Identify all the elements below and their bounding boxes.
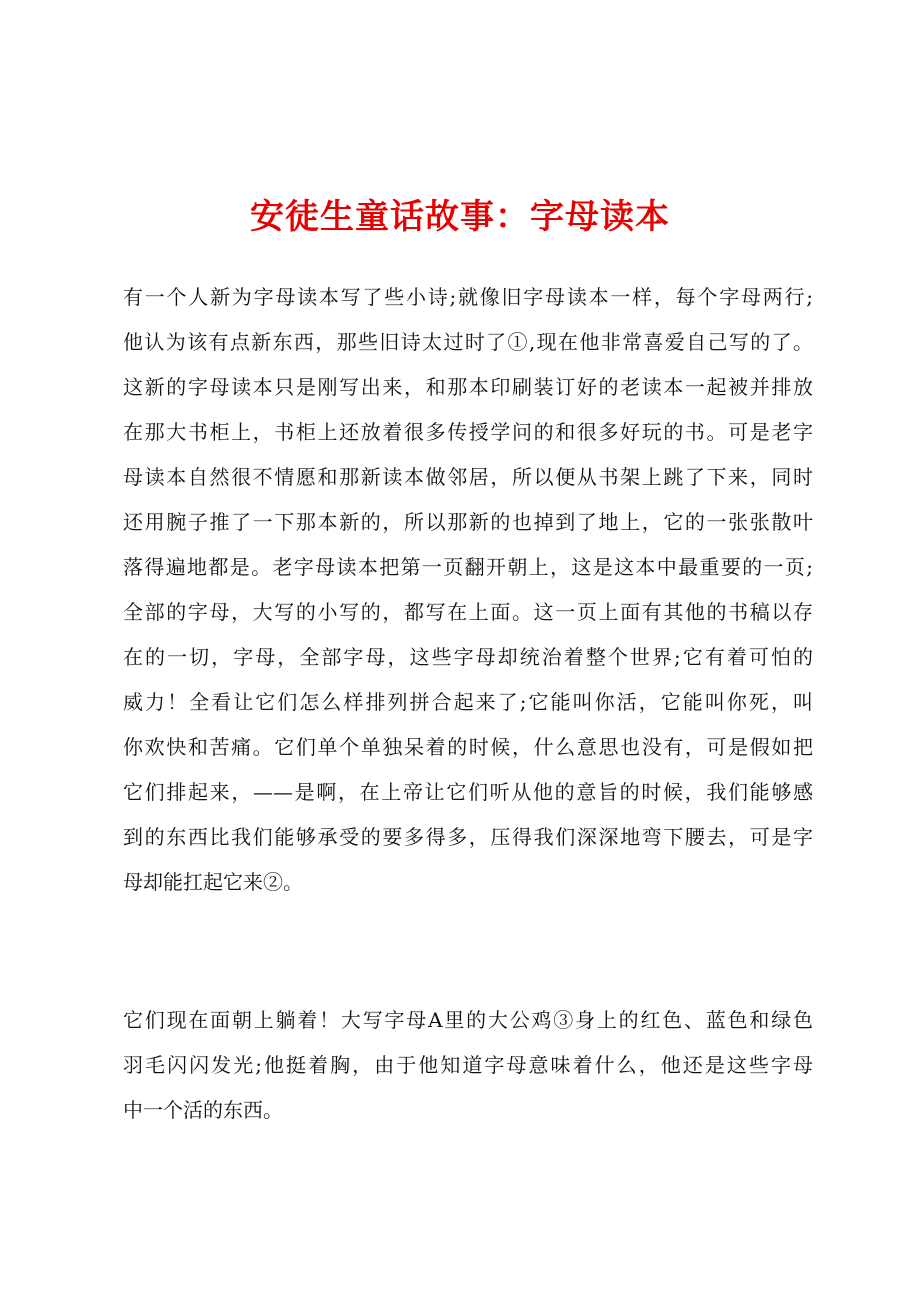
text-line: 落得遍地都是。老字母读本把第一页翻开朝上，这是这本中最重要的一页; [123, 555, 813, 579]
paragraph-1 [123, 275, 813, 905]
text-line: 你欢快和苦痛。它们单个单独呆着的时候，什么意思也没有，可是假如把 [123, 735, 813, 759]
text-line: 在的一切，字母，全部字母，这些字母却统治着整个世界;它有着可怕的 [123, 645, 813, 669]
text-line: 这新的字母读本只是刚写出来，和那本印刷装订好的老读本一起被并排放 [123, 375, 813, 399]
text-line: 母读本自然很不情愿和那新读本做邻居，所以便从书架上跳了下来，同时 [123, 465, 813, 489]
text-line: 中一个活的东西。 [123, 1098, 283, 1122]
text-line: 它们排起来，——是啊，在上帝让它们听从他的意旨的时候，我们能够感 [123, 780, 813, 804]
document-title: 安徒生童话故事：字母读本 [250, 197, 670, 237]
text-line: 全部的字母，大写的小写的，都写在上面。这一页上面有其他的书稿以存 [123, 600, 813, 624]
text-line: 还用腕子推了一下那本新的，所以那新的也掉到了地上，它的一张张散叶 [123, 510, 813, 534]
text-line: 有一个人新为字母读本写了些小诗;就像旧字母读本一样，每个字母两行; [123, 285, 813, 309]
text-line: 他认为该有点新东西，那些旧诗太过时了①,现在他非常喜爱自己写的了。 [123, 330, 813, 354]
text-line: 羽毛闪闪发光;他挺着胸，由于他知道字母意味着什么，他还是这些字母 [123, 1053, 813, 1077]
text-line: 母却能扛起它来②。 [123, 870, 303, 894]
text-line: 它们现在面朝上躺着！大写字母A里的大公鸡③身上的红色、蓝色和绿色 [123, 1008, 813, 1032]
text-line: 在那大书柜上，书柜上还放着很多传授学问的和很多好玩的书。可是老字 [123, 420, 813, 444]
paragraph-2 [123, 998, 813, 1133]
text-line: 威力！全看让它们怎么样排列拼合起来了;它能叫你活，它能叫你死，叫 [123, 690, 813, 714]
text-line: 到的东西比我们能够承受的要多得多，压得我们深深地弯下腰去，可是字 [123, 825, 813, 849]
